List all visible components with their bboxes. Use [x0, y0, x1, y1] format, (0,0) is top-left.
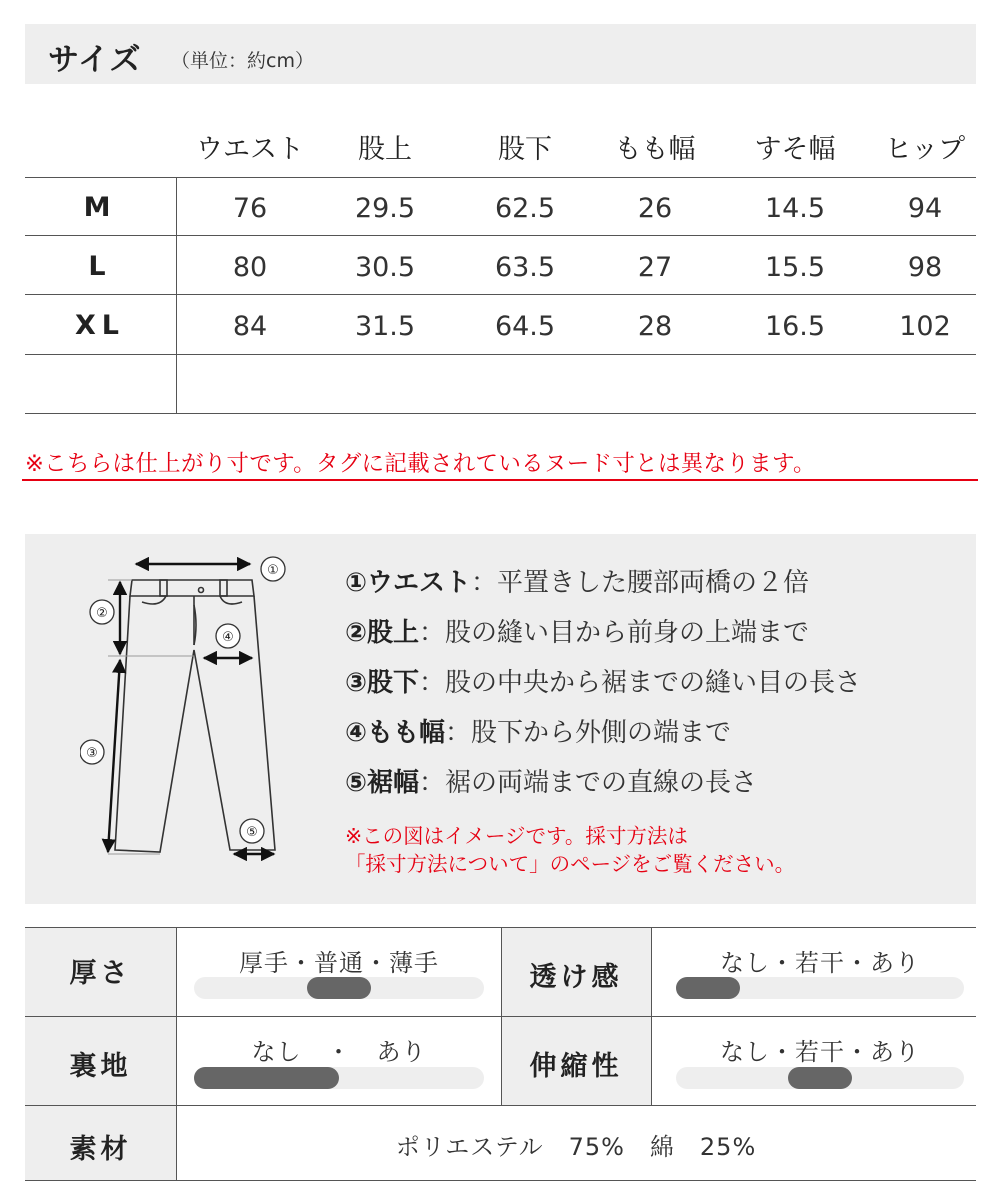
thickness-label: 厚さ — [69, 958, 132, 989]
column-header-hip: ヒップ — [884, 134, 966, 165]
stretch-indicator — [788, 1067, 852, 1089]
cell-thigh: 26 — [637, 193, 673, 224]
legend-hem — [345, 762, 757, 799]
lining-options: なし ・ あり — [251, 1038, 427, 1066]
material-label: 素材 — [69, 1134, 132, 1165]
legend-desc: ：股下から外側の端まで — [445, 718, 732, 748]
diagram-note — [345, 822, 795, 878]
unit-label: （単位：約cm） — [171, 50, 314, 72]
legend-key: ④もも幅 — [345, 718, 446, 748]
lining-label: 裏地 — [69, 1051, 132, 1082]
column-header-hem: すそ幅 — [754, 134, 836, 165]
size-table-header — [25, 117, 976, 175]
cell-inseam: 62.5 — [494, 193, 556, 224]
size-label: XL — [74, 310, 126, 341]
thickness-track — [194, 977, 484, 999]
table-divider — [25, 177, 976, 178]
legend-desc: ：平置きした腰部両橋の２倍 — [471, 568, 810, 598]
finished-size-note: ※こちらは仕上がり寸です。タグに記載されているヌード寸とは異なります。 — [25, 451, 816, 477]
marker-2: ② — [96, 606, 108, 621]
table-divider — [25, 354, 976, 355]
size-row-l — [25, 236, 976, 296]
stretch-label: 伸縮性 — [529, 1051, 623, 1082]
cell-rise: 29.5 — [354, 193, 416, 224]
cell-inseam: 64.5 — [494, 311, 556, 342]
table-column-divider — [176, 177, 177, 414]
size-row-m — [25, 177, 976, 237]
column-header-waist: ウエスト — [196, 134, 304, 165]
legend-key: ②股上 — [345, 618, 420, 648]
lining-track — [194, 1067, 484, 1089]
legend-waist — [345, 562, 809, 599]
cell-thigh: 27 — [637, 252, 673, 283]
legend-key: ⑤裾幅 — [345, 768, 420, 798]
sheerness-track — [676, 977, 964, 999]
sheerness-options: なし・若干・あり — [720, 949, 920, 977]
cell-rise: 30.5 — [354, 252, 416, 283]
stretch-track — [676, 1067, 964, 1089]
marker-1: ① — [267, 563, 279, 578]
sheerness-label: 透け感 — [529, 962, 623, 993]
cell-hip: 98 — [907, 252, 943, 283]
pants-diagram — [80, 550, 320, 880]
table-divider — [25, 413, 976, 414]
cell-waist: 76 — [232, 193, 268, 224]
size-header — [25, 24, 976, 84]
thickness-options: 厚手・普通・薄手 — [239, 949, 439, 977]
legend-desc: ：裾の両端までの直線の長さ — [419, 768, 758, 798]
cell-waist: 84 — [232, 311, 268, 342]
marker-4: ④ — [222, 630, 234, 645]
size-label: M — [83, 192, 117, 223]
thickness-indicator — [307, 977, 371, 999]
table-divider — [25, 294, 976, 295]
diagram-note-line-2: 「採寸方法について」のページをご覧ください。 — [345, 852, 796, 876]
cell-hem: 14.5 — [764, 193, 826, 224]
legend-inseam — [345, 662, 861, 699]
cell-waist: 80 — [232, 252, 268, 283]
size-row-xl — [25, 295, 976, 355]
fabric-divider — [25, 1105, 976, 1106]
legend-rise — [345, 612, 809, 649]
size-label: L — [88, 251, 112, 282]
legend-key: ①ウエスト — [345, 568, 472, 598]
legend-desc: ：股の縫い目から前身の上端まで — [419, 618, 810, 648]
cell-hem: 16.5 — [764, 311, 826, 342]
measurement-guide — [25, 534, 976, 904]
marker-5: ⑤ — [246, 825, 258, 840]
column-header-rise: 股上 — [358, 134, 412, 165]
marker-3: ③ — [86, 746, 98, 761]
cell-thigh: 28 — [637, 311, 673, 342]
diagram-note-line-1: ※この図はイメージです。採寸方法は — [345, 824, 688, 848]
column-header-thigh: もも幅 — [614, 134, 696, 165]
section-title: サイズ — [48, 42, 142, 78]
table-divider — [25, 235, 976, 236]
fabric-divider — [25, 1180, 976, 1181]
note-underline — [22, 479, 978, 481]
cell-rise: 31.5 — [354, 311, 416, 342]
stretch-options: なし・若干・あり — [720, 1038, 920, 1066]
legend-key: ③股下 — [345, 668, 420, 698]
cell-hip: 102 — [899, 311, 951, 342]
cell-hem: 15.5 — [764, 252, 826, 283]
legend-thigh — [345, 712, 731, 749]
fabric-column-divider — [651, 927, 652, 1105]
column-header-inseam: 股下 — [498, 134, 552, 165]
legend-desc: ：股の中央から裾までの縫い目の長さ — [419, 668, 862, 698]
sheerness-indicator — [676, 977, 740, 999]
cell-inseam: 63.5 — [494, 252, 556, 283]
cell-hip: 94 — [907, 193, 943, 224]
lining-indicator — [194, 1067, 339, 1089]
material-value: ポリエステル 75% 綿 25% — [395, 1133, 757, 1161]
